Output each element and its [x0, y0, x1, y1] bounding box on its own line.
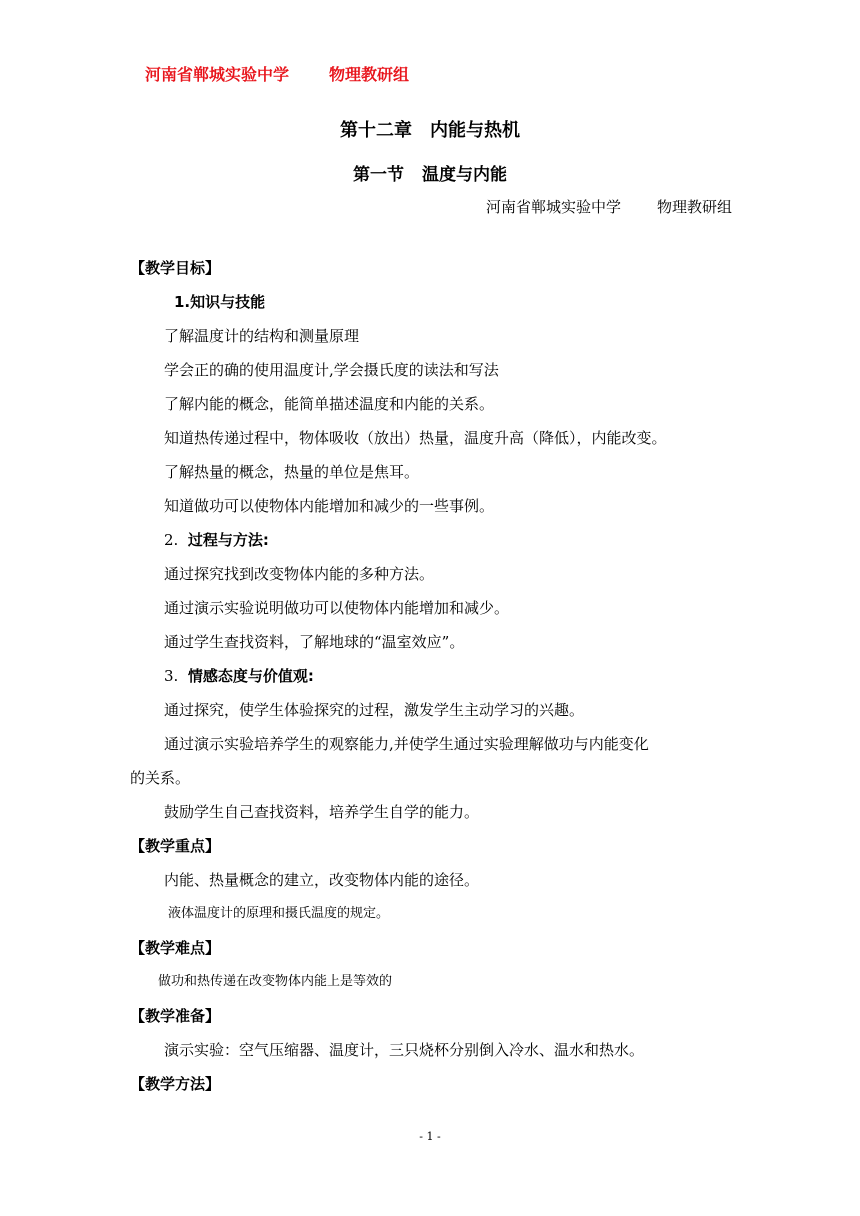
header-group: 物理教研组 — [329, 65, 410, 84]
part3-number: 3. — [164, 667, 179, 685]
objective-item: 通过探究找到改变物体内能的多种方法。 — [164, 565, 435, 583]
key-point-item: 液体温度计的原理和摄氏温度的规定。 — [168, 906, 390, 921]
objectives-part3-title — [130, 659, 735, 693]
part2-title: 过程与方法: — [187, 531, 269, 549]
author-group: 物理教研组 — [656, 198, 732, 216]
chapter-title — [0, 116, 860, 142]
chapter-number: 第十二章 — [340, 120, 412, 141]
objective-item: 鼓励学生自己查找资料，培养学生自学的能力。 — [164, 803, 480, 821]
section-number: 第一节 — [353, 165, 404, 185]
section-name: 温度与内能 — [422, 165, 507, 185]
objective-item-continuation: 的关系。 — [130, 769, 191, 787]
objectives-part2-title — [130, 523, 735, 557]
methods-heading: 【教学方法】 — [130, 1075, 221, 1093]
section-title — [0, 160, 860, 185]
key-points-heading: 【教学重点】 — [130, 837, 221, 855]
chapter-name: 内能与热机 — [430, 120, 520, 141]
preparation-item: 演示实验：空气压缩器、温度计，三只烧杯分别倒入冷水、温水和热水。 — [164, 1041, 645, 1059]
objective-item: 通过演示实验培养学生的观察能力,并使学生通过实验理解做功与内能变化 — [164, 735, 649, 753]
page-number: - 1 - — [419, 1130, 441, 1143]
objective-item: 了解内能的概念，能简单描述温度和内能的关系。 — [164, 395, 495, 413]
key-point-item: 内能、热量概念的建立，改变物体内能的途径。 — [164, 871, 480, 889]
author-line — [486, 196, 732, 217]
objective-item: 知道热传递过程中，物体吸收（放出）热量，温度升高（降低），内能改变。 — [164, 429, 667, 447]
objective-item: 知道做功可以使物体内能增加和减少的一些事例。 — [164, 497, 495, 515]
objectives-heading: 【教学目标】 — [130, 259, 221, 277]
objectives-part1-title: 1.知识与技能 — [174, 293, 266, 311]
page-header — [145, 62, 409, 85]
objective-item: 了解热量的概念，热量的单位是焦耳。 — [164, 463, 420, 481]
preparation-heading: 【教学准备】 — [130, 1007, 221, 1025]
difficulty-item: 做功和热传递在改变物体内能上是等效的 — [158, 974, 393, 989]
author-school: 河南省郸城实验中学 — [485, 198, 621, 216]
document-body — [130, 251, 735, 1101]
objective-item: 学会正的确的使用温度计,学会摄氏度的读法和写法 — [164, 361, 499, 379]
header-school: 河南省郸城实验中学 — [145, 65, 290, 84]
difficulties-heading: 【教学难点】 — [130, 939, 221, 957]
objective-item: 通过演示实验说明做功可以使物体内能增加和减少。 — [164, 599, 510, 617]
part2-number: 2. — [164, 531, 179, 549]
objective-item: 通过探究，使学生体验探究的过程，激发学生主动学习的兴趣。 — [164, 701, 585, 719]
objective-item: 了解温度计的结构和测量原理 — [164, 327, 360, 345]
part3-title: 情感态度与价值观: — [187, 667, 314, 685]
objective-item: 通过学生查找资料，了解地球的“温室效应”。 — [164, 633, 465, 651]
